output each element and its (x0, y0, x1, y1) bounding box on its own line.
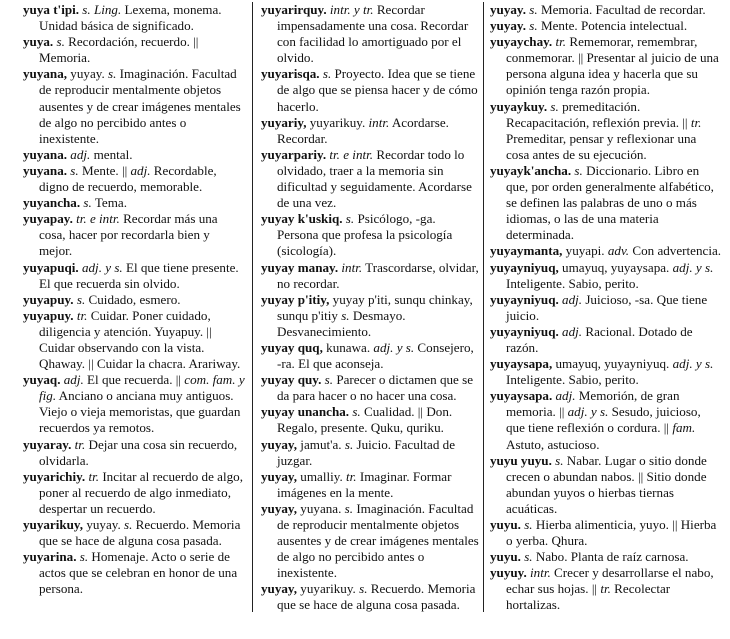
headword: yuyapay. (23, 211, 73, 227)
definition-text: Hierba alimenticia, yuyo. || Hierba o yerba. Qhura. (506, 517, 717, 549)
definition-text: Imaginación. Facultad de reproducir mentalmente objetos ausentes y de crear imágenes mentales de algo no percibido antes o inexistente. (39, 66, 241, 146)
headword: yuyay quy. (261, 372, 322, 388)
definition-text: Cuidado, esmero. (85, 291, 181, 307)
headword: yuyayniyuq. (490, 291, 559, 307)
headword: yuyay, (261, 436, 298, 452)
grammar-label: tr. (73, 307, 88, 323)
column-2 (261, 2, 479, 614)
grammar-label: s. (520, 549, 533, 565)
definition-text: Anciano o anciana muy antiguos. Viejo o vieja memoristas, que guardan recuerdos ya remotos. (39, 388, 241, 436)
definition-text: Memoria. Facultad de recordar. (537, 2, 706, 17)
dictionary-entry (23, 469, 245, 517)
definition-text: Lexema, monema. Unidad básica de significado. (39, 2, 222, 34)
headword: yuyay, (261, 581, 298, 597)
dictionary-entry (23, 517, 245, 549)
dictionary-entry (490, 453, 722, 517)
definition-text: Proyecto. Idea que se tiene de algo que se piensa hacer y de cómo hacerlo. (277, 66, 478, 114)
definition-text: Recordación, recuerdo. || Memoria. (39, 34, 199, 66)
definition-text: yuyarikuy. (297, 581, 360, 597)
grammar-label: s. (342, 211, 355, 227)
dictionary-entry (261, 501, 479, 581)
grammar-label: s. (76, 549, 89, 565)
headword: yuyayniyuq. (490, 323, 559, 339)
definition-text: Recuerdo. Memoria que se hace de alguna cosa pasada. (39, 517, 241, 549)
grammar-label: s. (359, 581, 368, 597)
dictionary-entry (490, 549, 722, 565)
headword: yuyay p'itiy, (261, 291, 330, 307)
dictionary-entry (23, 372, 245, 436)
grammar-label: s. (67, 162, 79, 178)
headword: yuyaray. (23, 436, 72, 452)
headword: yuyarirquy. (261, 2, 327, 17)
dictionary-entry (23, 308, 245, 372)
headword: yuyana, (23, 66, 68, 82)
dictionary-entry (490, 356, 722, 388)
definition-text: umalliy. (297, 468, 347, 484)
grammar-label: tr. (600, 581, 611, 597)
dictionary-entry (261, 211, 479, 259)
definition-text: Psicólogo, -ga. Persona que profesa la psicología (sicología). (277, 211, 453, 259)
headword: yuyaymanta, (490, 243, 563, 259)
grammar-label: intr. (338, 259, 363, 275)
grammar-label: s. (341, 307, 350, 323)
grammar-label: s. (344, 436, 354, 452)
definition-text: Mente. || (78, 162, 131, 178)
grammar-label: s. Ling. (79, 2, 122, 17)
column-divider-2 (483, 2, 484, 612)
definition-text: Nabo. Planta de raíz carnosa. (532, 549, 689, 565)
headword: yuyay. (490, 2, 527, 17)
grammar-label: adj. (558, 323, 583, 339)
dictionary-entry (23, 260, 245, 292)
grammar-label: s. (108, 66, 117, 82)
grammar-label: adj. y s. (672, 356, 714, 372)
definition-text: yuyay p'iti, sunqu chinkay, sunqu p'itiy (277, 291, 473, 323)
dictionary-entry (490, 163, 722, 243)
grammar-label: tr. e intr. (72, 211, 120, 227)
dictionary-entry (261, 581, 479, 613)
grammar-label: s. (344, 500, 354, 516)
definition-text: Cualidad. || Don. Regalo, presente. Quku, quriku. (277, 404, 453, 436)
dictionary-entry (23, 195, 245, 211)
definition-text: El que tiene presente. El que recuerda sin olvido. (39, 259, 239, 291)
headword: yuyarina. (23, 549, 77, 565)
dictionary-entry (261, 469, 479, 501)
definition-text: Crecer y desarrollarse el nabo, echar sus hojas. || (506, 565, 714, 597)
grammar-label: tr. (346, 468, 357, 484)
definition-text: Imaginar. Formar imágenes en la mente. (277, 468, 452, 500)
dictionary-entry (23, 292, 245, 308)
dictionary-entry (23, 66, 245, 146)
definition-text: Sesudo, juicioso, que tiene reflexión o cordura. || (506, 404, 701, 436)
definition-text: Inteligente. Sabio, perito. (506, 275, 639, 291)
dictionary-entry (261, 292, 479, 340)
dictionary-entry (490, 34, 722, 98)
dictionary-entry (261, 372, 479, 404)
grammar-label: s. (526, 18, 538, 34)
definition-text: premeditación. Recapacitación, reflexión previa. || (506, 98, 691, 130)
headword: yuyapuy. (23, 291, 74, 307)
grammar-label: intr. (368, 114, 390, 130)
definition-text: yuyapi. (562, 243, 608, 259)
definition-text: mental. (90, 146, 133, 162)
headword: yuyuy. (490, 565, 527, 581)
column-divider-1 (252, 2, 253, 612)
headword: yuyu. (490, 549, 521, 565)
grammar-label: s. (547, 98, 559, 114)
grammar-label: s. (80, 195, 92, 211)
grammar-label: tr. (85, 468, 100, 484)
dictionary-entry (490, 388, 722, 452)
dictionary-entry (490, 18, 722, 34)
dictionary-entry (23, 437, 245, 469)
definition-text: umayuq, yuyayniyuq. (552, 356, 673, 372)
grammar-label: s. (124, 517, 133, 532)
dictionary-entry (261, 437, 479, 469)
headword: yuyarichiy. (23, 468, 86, 484)
dictionary-entry (23, 2, 245, 34)
headword: yuyana. (23, 146, 68, 162)
dictionary-entry (23, 163, 245, 195)
dictionary-entry (490, 260, 722, 292)
definition-text: Recordar impensadamente una cosa. Recordar con facilidad lo amortiguado por el olvido. (277, 2, 469, 66)
headword: yuyay, (261, 468, 298, 484)
headword: yuyana. (23, 162, 68, 178)
headword: yuyay. (490, 18, 527, 34)
grammar-label: adj. (60, 372, 84, 388)
definition-text: Diccionario. Libro en que, por orden generalmente alfabético, se definen las palabras de uno o más idiomas, o las de una materia determinada. (506, 162, 714, 243)
definition-text: Premeditar, pensar y reflexionar una cosa antes de su ejecución. (506, 130, 697, 162)
grammar-label: tr. (71, 436, 86, 452)
headword: yuyarpariy. (261, 146, 327, 162)
dictionary-entry (261, 260, 479, 292)
dictionary-entry (23, 211, 245, 259)
headword: yuyu yuyu. (490, 452, 552, 468)
definition-text: Parecer o dictamen que se da para hacer o no hacer una cosa. (277, 372, 474, 404)
headword: yuyaysapa, (490, 356, 553, 372)
dictionary-entry (490, 243, 722, 259)
definition-text: yuyarikuy. (306, 114, 369, 130)
definition-text: Memorión, de gran memoria. || (506, 388, 680, 420)
grammar-label: s. (349, 404, 361, 420)
definition-text: Recordar más una cosa, hacer por recordarla bien y mejor. (39, 211, 218, 259)
dictionary-entry (261, 404, 479, 436)
grammar-label: com. fam. y fig. (39, 372, 245, 404)
grammar-label: intr. y tr. (326, 2, 374, 17)
grammar-label: s. (53, 34, 65, 50)
definition-text: Mente. Potencia intelectual. (537, 18, 688, 34)
definition-text: umayuq, yuyaysapa. (558, 259, 673, 275)
grammar-label: adj. (552, 388, 576, 404)
dictionary-entry (490, 2, 722, 18)
headword: yuyu. (490, 517, 521, 532)
definition-text: Homenaje. Acto o serie de actos que se celebran en honor de una persona. (39, 549, 238, 597)
definition-text: Recordar todo lo olvidado, traer a la memoria sin dificultad y seguidamente. Acordarse de una vez. (277, 146, 472, 211)
column-1 (23, 2, 245, 597)
headword: yuyay unancha. (261, 404, 350, 420)
definition-text: Racional. Dotado de razón. (506, 323, 693, 355)
definition-text: Cuidar. Poner cuidado, diligencia y atención. Yuyapuy. || Cuidar observando con la vista. Qhaway. || Cuidar la chacra. Arariway. (39, 307, 241, 372)
grammar-label: s. (520, 517, 533, 532)
grammar-label: tr. (552, 34, 567, 50)
headword: yuyaykuy. (490, 98, 548, 114)
definition-text: Nabar. Lugar o sitio donde crecen o abundan nabos. || Sitio donde abundan yuyos o hierbas tiernas acuáticas. (506, 452, 707, 516)
headword: yuyancha. (23, 195, 81, 211)
grammar-label: adj. y s. (567, 404, 609, 420)
definition-text: Incitar al recuerdo de algo, poner al recuerdo de algo inmediato, despertar un recuerdo. (39, 468, 244, 516)
definition-text: Recuerdo. Memoria que se hace de alguna cosa pasada. (277, 581, 476, 613)
grammar-label: adv. (607, 243, 630, 259)
dictionary-entry (261, 66, 479, 114)
grammar-label: s. (526, 2, 538, 17)
headword: yuyapuqi. (23, 259, 79, 275)
headword: yuya. (23, 34, 54, 50)
definition-text: Desmayo. Desvanecimiento. (277, 307, 406, 339)
grammar-label: tr. e intr. (326, 146, 374, 162)
headword: yuyayk'ancha. (490, 162, 572, 178)
definition-text: Inteligente. Sabio, perito. (506, 372, 639, 388)
definition-text: Dejar una cosa sin recuerdo, olvidarla. (39, 436, 238, 468)
grammar-label: s. (319, 66, 332, 82)
grammar-label: intr. (526, 565, 551, 581)
dictionary-entry (23, 549, 245, 597)
definition-text: Imaginación. Facultad de reproducir mentalmente objetos ausentes y de crear imágenes mentales de algo no percibido antes o inexistente. (277, 500, 479, 581)
headword: yuyarikuy, (23, 517, 84, 532)
definition-text: Con advertencia. (629, 243, 722, 259)
grammar-label: adj. y s. (672, 259, 714, 275)
grammar-label: tr. (690, 114, 702, 130)
dictionary-entry (23, 34, 245, 66)
definition-text: jamut'a. (297, 436, 345, 452)
dictionary-entry (261, 2, 479, 66)
headword: yuyaysapa. (490, 388, 553, 404)
headword: yuya t'ipi. (23, 2, 80, 17)
definition-text: Acordarse. Recordar. (277, 114, 449, 146)
definition-text: Rememorar, remembrar, conmemorar. || Presentar al juicio de una persona alguna idea y hacerla que su opinión tenga razón propia. (506, 34, 719, 98)
definition-text: Tema. (91, 195, 127, 211)
headword: yuyaq. (23, 372, 61, 388)
dictionary-entry (261, 340, 479, 372)
definition-text: Recolectar hortalizas. (506, 581, 671, 613)
definition-text: Juicioso, -sa. Que tiene juicio. (506, 291, 708, 323)
grammar-label: adj. (558, 291, 583, 307)
grammar-label: s. (551, 452, 564, 468)
grammar-label: s. (321, 372, 334, 388)
headword: yuyariy, (261, 114, 307, 130)
dictionary-entry (261, 115, 479, 147)
dictionary-entry (490, 292, 722, 324)
headword: yuyay quq, (261, 339, 323, 355)
grammar-label: s. (73, 291, 86, 307)
dictionary-entry (490, 565, 722, 613)
definition-text: Recordable, digno de recuerdo, memorable. (39, 162, 217, 195)
dictionary-entry (490, 517, 722, 549)
definition-text: yuyana. (297, 500, 345, 516)
column-3 (490, 2, 722, 614)
definition-text: kunawa. (322, 339, 374, 355)
headword: yuyay manay. (261, 259, 339, 275)
dictionary-entry (490, 324, 722, 356)
grammar-label: adj. (67, 146, 91, 162)
dictionary-entry (261, 147, 479, 211)
definition-text: yuyay. (83, 517, 125, 532)
headword: yuyay, (261, 500, 298, 516)
definition-text: yuyay. (67, 66, 108, 82)
grammar-label: adj. y s. (373, 339, 415, 355)
dictionary-entry (23, 147, 245, 163)
definition-text: Astuto, astucioso. (506, 436, 600, 452)
headword: yuyapuy. (23, 307, 74, 323)
grammar-label: fam. (672, 420, 696, 436)
grammar-label: adj. (130, 162, 151, 178)
headword: yuyayniyuq, (490, 259, 559, 275)
headword: yuyarisqa. (261, 66, 320, 82)
grammar-label: adj. y s. (78, 259, 123, 275)
definition-text: El que recuerda. || (83, 372, 185, 388)
dictionary-entry (490, 99, 722, 163)
definition-text: Trascordarse, olvidar, no recordar. (277, 259, 479, 291)
definition-text: Juicio. Facultad de juzgar. (277, 436, 456, 468)
grammar-label: s. (571, 162, 583, 178)
definition-text: Consejero, -ra. El que aconseja. (277, 339, 474, 372)
headword: yuyaychay. (490, 34, 553, 50)
headword: yuyay k'uskiq. (261, 211, 343, 227)
